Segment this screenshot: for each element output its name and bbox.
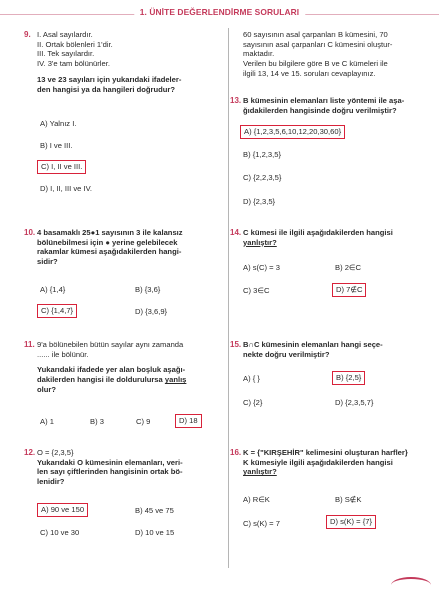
option-c-correct[interactable]: C) I, II ve III. <box>37 160 86 174</box>
option-c[interactable]: C) 9 <box>136 417 151 426</box>
option-d[interactable]: D) {3,6,9} <box>135 307 168 316</box>
question-number: 14. <box>230 228 242 237</box>
question-12 <box>24 448 226 487</box>
option-a-correct[interactable]: A) {1,2,3,5,6,10,12,20,30,60} <box>240 125 345 139</box>
question-stem-line-2: ...... ile bölünür. <box>37 349 89 359</box>
question-stem-line-2: bölünebilmesi için ● yerine gelebilecek <box>37 237 178 247</box>
option-a[interactable]: A) {1,4} <box>40 285 66 294</box>
option-c[interactable]: C) {2} <box>243 398 263 407</box>
question-stem-line-1: Yukarıdaki O kümesinin elemanları, veri- <box>37 457 183 467</box>
option-d-correct[interactable]: D) 18 <box>175 414 202 428</box>
question-10 <box>24 228 226 267</box>
question-11 <box>24 340 226 395</box>
option-d[interactable]: D) 10 ve 15 <box>135 528 175 537</box>
statement-3: III. Tek sayılardır. <box>37 49 95 59</box>
question-stem-line-2: nekte doğru verilmiştir? <box>243 349 330 359</box>
emphasis-word: yanlış <box>164 375 187 385</box>
stem-text: dakilerden hangisi ile doldurulursa <box>37 375 163 385</box>
question-stem-line-1: B∩C kümesinin elemanları hangi seçe- <box>243 340 383 349</box>
shared-info-13-15 <box>243 30 435 79</box>
question-stem-line-2: ğıdakilerden hangisinde doğru verilmiştir? <box>243 105 397 115</box>
question-stem-line-3: rakamlar kümesi aşağıdakilerden hangi- <box>37 247 182 257</box>
question-14 <box>230 228 435 247</box>
option-c[interactable]: C) 3∈C <box>243 286 270 295</box>
option-a-correct[interactable]: A) 90 ve 150 <box>37 503 88 517</box>
question-number: 11. <box>24 340 35 349</box>
question-number: 9. <box>24 30 31 39</box>
question-15 <box>230 340 435 359</box>
question-stem-line-1: 9'a bölünebilen bütün sayılar aynı zamanda <box>37 340 184 349</box>
set-definition: O = {2,3,5} <box>37 448 74 457</box>
option-c[interactable]: C) {2,2,3,5} <box>243 173 282 182</box>
corner-decoration-arc <box>391 577 431 593</box>
statement-2: II. Ortak bölenleri 1'dir. <box>37 39 113 49</box>
emphasis-word: yanlıştır? <box>243 237 277 247</box>
option-d[interactable]: D) {2,3,5} <box>243 197 276 206</box>
option-b[interactable]: B) 45 ve 75 <box>135 506 174 515</box>
question-number: 10. <box>24 228 36 237</box>
info-line-2: sayısının asal çarpanları C kümesini oluştur- <box>243 39 393 49</box>
question-number: 13. <box>230 96 242 105</box>
question-stem-line-3: lenidir? <box>37 477 65 487</box>
question-number: 15. <box>230 340 242 349</box>
option-d[interactable]: D) I, II, III ve IV. <box>40 184 93 193</box>
option-b[interactable]: B) S∉K <box>335 495 362 504</box>
option-a[interactable]: A) Yalnız I. <box>40 119 77 128</box>
question-stem-line-1: K kümesiyle ilgili aşağıdakilerden hangisi <box>243 457 393 467</box>
option-d-correct[interactable]: D) s(K) = {7} <box>326 515 376 529</box>
page-title: 1. ÜNİTE DEĞERLENDİRME SORULARI <box>134 7 305 18</box>
question-stem-line-4 <box>37 375 226 385</box>
page-header <box>0 6 439 24</box>
question-13 <box>230 96 435 115</box>
option-d-correct[interactable]: D) 7∉C <box>332 283 366 297</box>
option-b[interactable]: B) 2∈C <box>335 263 362 272</box>
option-b[interactable]: B) 3 <box>90 417 104 426</box>
emphasis-word: yanlıştır? <box>243 467 277 477</box>
question-9 <box>24 30 224 94</box>
option-b[interactable]: B) I ve III. <box>40 141 73 150</box>
info-line-1: 60 sayısının asal çarpanları B kümesini, 70 <box>243 30 388 39</box>
option-c[interactable]: C) 10 ve 30 <box>40 528 80 537</box>
option-d[interactable]: D) {2,3,5,7} <box>335 398 374 407</box>
question-number: 16. <box>230 448 242 457</box>
question-stem-line-4: sidir? <box>37 257 58 267</box>
info-line-5: ilgili 13, 14 ve 15. soruları cevaplayınız. <box>243 68 376 78</box>
option-b[interactable]: B) {1,2,3,5} <box>243 150 281 159</box>
option-b[interactable]: B) {3,6} <box>135 285 161 294</box>
option-a[interactable]: A) s(C) = 3 <box>243 263 280 272</box>
info-line-3: maktadır. <box>243 49 275 59</box>
question-stem-line-1: B kümesinin elemanları liste yöntemi ile aşa- <box>243 96 405 105</box>
option-a[interactable]: A) R∈K <box>243 495 270 504</box>
column-divider <box>228 28 229 568</box>
question-stem-line-1: 13 ve 23 sayıları için yukarıdaki ifadeler- <box>37 74 182 84</box>
option-b-correct[interactable]: B) {2,5} <box>332 371 365 385</box>
question-stem-line-1: C kümesi ile ilgili aşağıdakilerden hangisi <box>243 228 393 237</box>
question-stem-line-5: olur? <box>37 384 56 394</box>
option-a[interactable]: A) { } <box>243 374 260 383</box>
question-stem-line-2: len sayı çiftlerinden hangisinin ortak bö- <box>37 467 183 477</box>
question-number: 12. <box>24 448 36 457</box>
option-c-correct[interactable]: C) {1,4,7} <box>37 304 77 318</box>
info-line-4: Verilen bu bilgilere göre B ve C kümeleri ile <box>243 59 388 69</box>
question-stem-line-2: den hangisi ya da hangileri doğrudur? <box>37 84 175 94</box>
statement-4: IV. 3'e tam bölünürler. <box>37 59 110 69</box>
statement-1: I. Asal sayılardır. <box>37 30 93 39</box>
option-c[interactable]: C) s(K) = 7 <box>243 519 280 528</box>
question-stem-line-3: Yukarıdaki ifadede yer alan boşluk aşağı- <box>37 365 186 375</box>
option-a[interactable]: A) 1 <box>40 417 54 426</box>
question-stem-line-1: 4 basamaklı 25●1 sayısının 3 ile kalansız <box>37 228 183 237</box>
set-definition: K = {"KIRŞEHİR" kelimesini oluşturan harfler} <box>243 448 408 457</box>
question-16 <box>230 448 438 477</box>
